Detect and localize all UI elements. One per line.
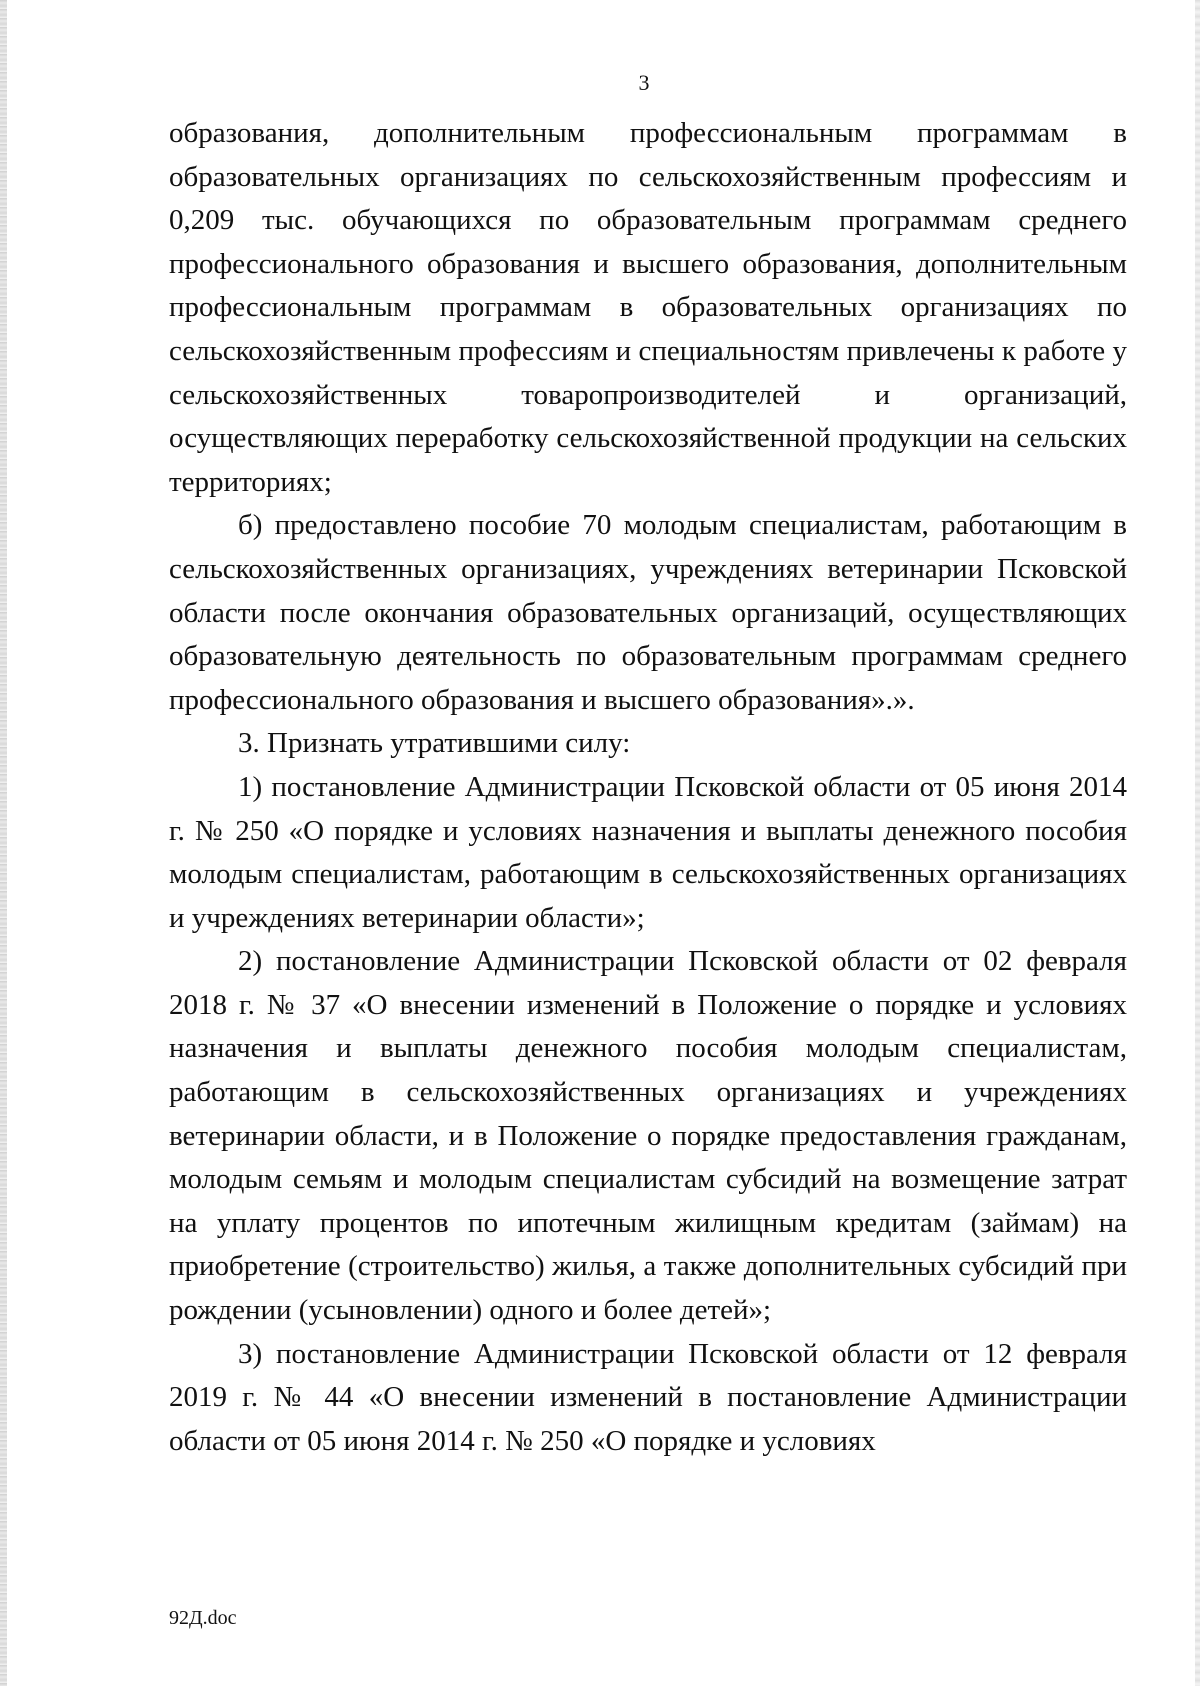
document-body [169,112,1127,1463]
paragraph-repealed-3: 3) постановление Администрации Псковской области от 12 февраля 2019 г. № 44 «О внесении изменений в постановление Администрации области от 05 июня 2014 г. № 250 «О порядке и условиях [169,1337,1127,1457]
paragraph-repealed-1: 1) постановление Администрации Псковской области от 05 июня 2014 г. № 250 «О порядке и условиях назначения и выплаты денежного пособия молодым специалистам, работающим в сельскохозяйственных организациях и учреждениях ветеринарии области»; [169,770,1127,934]
page-number: 3 [638,70,650,95]
paragraph-item-b: б) предоставлено пособие 70 молодым специалистам, работающим в сельскохозяйственных организациях, учреждениях ветеринарии Псковской области после окончания образовательных организаций, осуществляющих образовательную деятельность по образовательным программам среднего профессионального образования и высшего образования».». [169,509,1127,716]
scan-edge-left [0,0,7,1686]
file-name-footer: 92Д.doc [169,1607,237,1629]
paragraph-repealed-2: 2) постановление Администрации Псковской области от 02 февраля 2018 г. № 37 «О внесении изменений в Положение о порядке и условиях назначения и выплаты денежного пособия молодым специалистам, работающим в сельскохозяйственных организациях и учреждениях ветеринарии области, и в Положение о порядке предоставления гражданам, молодым семьям и молодым специалистам субсидий на возмещение затрат на уплату процентов по ипотечным жилищным кредитам (займам) на приобретение (строительство) жилья, а также дополнительных субсидий при рождении (усыновлении) одного и более детей»; [169,945,1127,1327]
scan-edge-right [1195,0,1200,1686]
paragraph-continuation: образования, дополнительным профессиональным программам в образовательных организациях по сельскохозяйственным профессиям и 0,209 тыс. обучающихся по образовательным программам среднего профессионального образования и высшего образования, дополнительным профессиональным программам в образовательных организациях по сельскохозяйственным профессиям и специальностям привлечены к работе у сельскохозяйственных товаропроизводителей и организаций, осуществляющих переработку сельскохозяйственной продукции на сельских территориях; [169,117,1127,498]
paragraph-section-3: 3. Признать утратившими силу: [238,727,631,760]
